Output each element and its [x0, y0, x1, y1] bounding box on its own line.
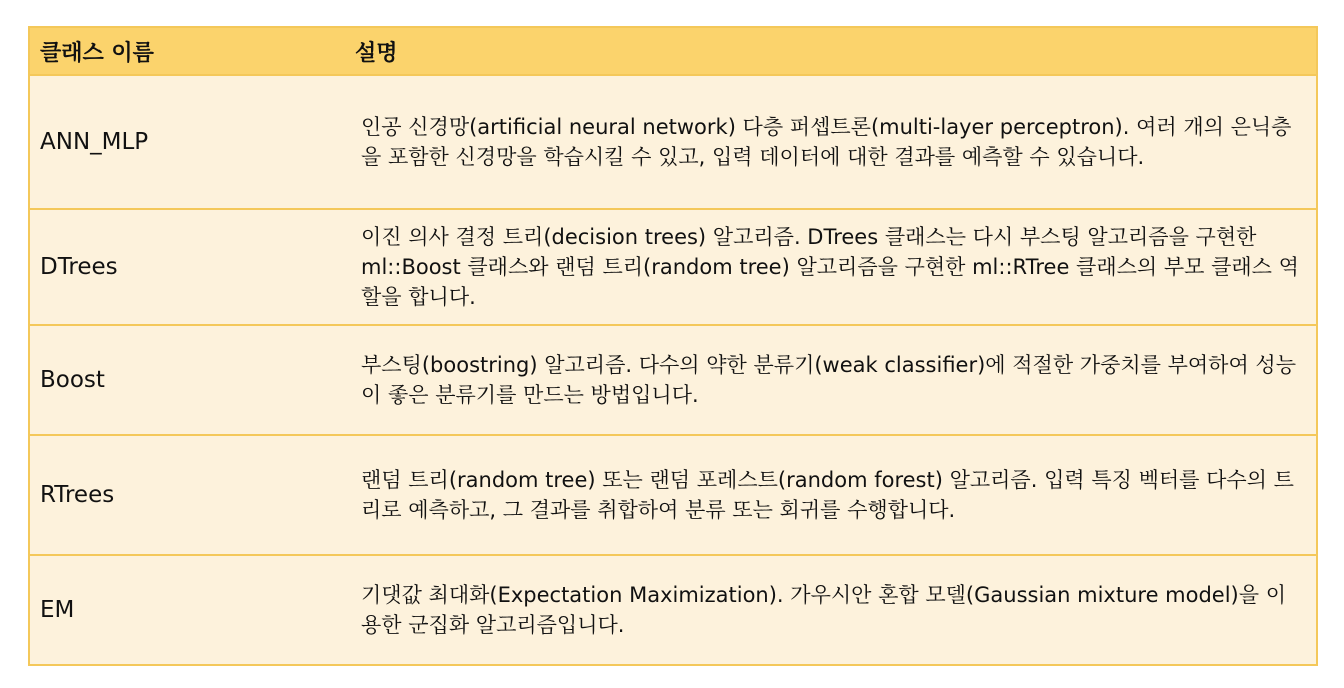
- description-cell: 랜덤 트리(random tree) 또는 랜덤 포레스트(random forest) 알고리즘. 입력 특징 벡터를 다수의 트리로 예측하고, 그 결과를 취합하여 분류 또는 회귀를 수행합니다.: [345, 435, 1317, 555]
- description-cell: 이진 의사 결정 트리(decision trees) 알고리즘. DTrees 클래스는 다시 부스팅 알고리즘을 구현한 ml::Boost 클래스와 랜덤 트리(random tree) 알고리즘을 구현한 ml::RTree 클래스의 부모 클래스 역할을 합니다.: [345, 209, 1317, 325]
- table-row: [29, 555, 1317, 665]
- table-row: [29, 209, 1317, 325]
- class-name-cell: ANN_MLP: [29, 75, 345, 209]
- table-container: [28, 26, 1316, 664]
- table-row: [29, 435, 1317, 555]
- table-row: [29, 325, 1317, 435]
- class-name-cell: Boost: [29, 325, 345, 435]
- header-row: [29, 27, 1317, 75]
- header-description: 설명: [345, 27, 1317, 75]
- class-name-cell: DTrees: [29, 209, 345, 325]
- class-name-cell: EM: [29, 555, 345, 665]
- description-cell: 기댓값 최대화(Expectation Maximization). 가우시안 혼합 모델(Gaussian mixture model)을 이용한 군집화 알고리즘입니다.: [345, 555, 1317, 665]
- table-header: [29, 27, 1317, 75]
- ml-class-table: [28, 26, 1318, 666]
- table-row: [29, 75, 1317, 209]
- table-body: [29, 75, 1317, 665]
- header-class-name: 클래스 이름: [29, 27, 345, 75]
- class-name-cell: RTrees: [29, 435, 345, 555]
- description-cell: 인공 신경망(artificial neural network) 다층 퍼셉트론(multi-layer perceptron). 여러 개의 은닉층을 포함한 신경망을 학습시킬 수 있고, 입력 데이터에 대한 결과를 예측할 수 있습니다.: [345, 75, 1317, 209]
- description-cell: 부스팅(boostring) 알고리즘. 다수의 약한 분류기(weak classifier)에 적절한 가중치를 부여하여 성능이 좋은 분류기를 만드는 방법입니다.: [345, 325, 1317, 435]
